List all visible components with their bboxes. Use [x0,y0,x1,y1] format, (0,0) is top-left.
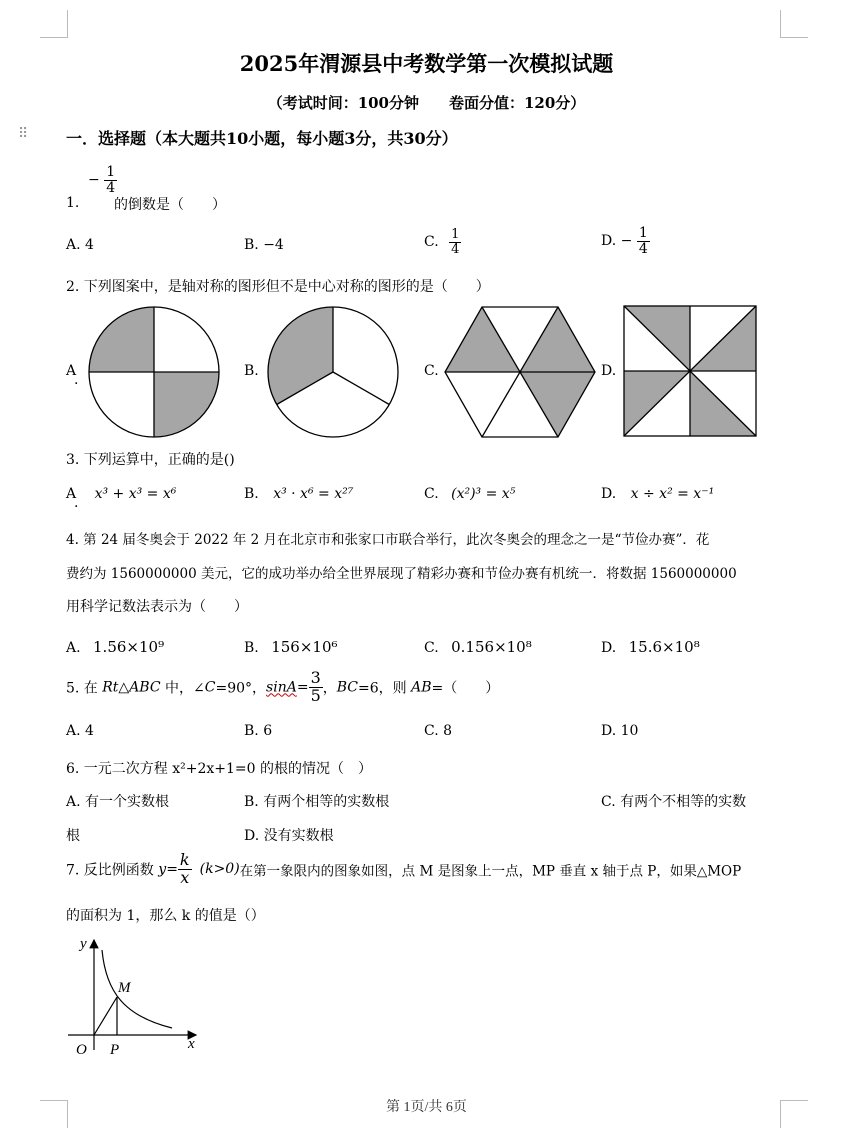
q7-label-m: M [118,980,131,996]
q4-option-a-label: A. [66,640,81,656]
q5-mid1: 中，∠ [160,680,205,697]
q4-option-c-label: C. [424,640,439,656]
q7-label-y: y [80,936,87,952]
q5-frac-den: 5 [310,685,321,705]
q7-line-2: 的面积为 1，那么 k 的值是（） [66,908,265,924]
q7-frac-num: k [179,850,190,869]
q7-prefix: 7. 反比例函数 [66,862,159,879]
q1-option-d-label: D. − [601,233,633,250]
q4-option-a[interactable] [66,638,164,656]
q5-frac [309,670,323,705]
q5-mid4: =6，则 [358,680,412,697]
q4-option-c-expr: 0.156×10⁸ [451,638,532,656]
q2-c-shaded-bottom-right [520,372,595,437]
q2-b-radius-right [333,372,389,405]
q7-segment-om [94,997,117,1035]
corner-mark-top-left [40,10,68,38]
q4-option-b[interactable] [244,638,338,656]
q1-option-d[interactable] [601,226,650,256]
q5-rt: Rt△ABC [102,679,161,696]
q7-stem [66,852,741,887]
q5-frac-num: 3 [310,668,321,687]
q2-option-d-label[interactable]: D. [601,363,617,379]
q2-figure-b-circle-thirds[interactable] [265,305,401,439]
q5-option-a[interactable]: A. 4 [66,723,94,739]
q5-sina: sinA [266,679,297,696]
q3-option-d-label: D. [601,486,617,502]
q2-b-shaded-sector [268,307,333,405]
q6-option-c[interactable]: C. 有两个不相等的实数 [601,794,747,810]
q5-eq: = [296,679,309,696]
q2-option-c-label[interactable]: C. [424,363,439,379]
q2-c-shaded-top-right [520,307,595,372]
q4-option-b-label: B. [244,640,259,656]
q3-option-c-label: C. [424,486,439,502]
q2-a-shaded-quarter-tl [89,307,154,372]
q5-c: C [204,679,216,696]
q3-option-b[interactable] [244,486,353,502]
q1-option-d-num: 1 [638,225,648,241]
q1-option-a[interactable]: A. 4 [66,237,94,253]
q1-number: 1. [66,195,80,211]
q1-option-c-den: 4 [451,241,460,257]
q7-hyperbola-curve [102,950,172,1028]
q2-figure-d-square[interactable] [622,304,758,438]
q3-option-c[interactable] [424,486,515,502]
q4-option-d-expr: 15.6×10⁸ [628,638,700,656]
q7-frac [178,852,192,887]
q7-eq: = [166,861,178,878]
q1-option-c[interactable] [424,228,461,256]
q7-graph [64,932,204,1060]
q4-option-b-expr: 156×10⁶ [271,638,338,656]
q3-option-a-expr: x³ + x³ = x⁶ [94,486,177,502]
q6-option-d[interactable]: D. 没有实数根 [244,828,334,844]
corner-mark-top-right [780,10,808,38]
q7-condition: (k>0) [199,861,240,878]
q6-option-b[interactable]: B. 有两个相等的实数根 [244,794,390,810]
q1-option-c-label: C. [424,234,439,251]
q5-bc: BC [336,679,359,696]
q1-frac-den: 4 [106,179,116,196]
page-subtitle: （考试时间：100分钟 卷面分值：120分） [267,94,586,112]
q6-option-a[interactable]: A. 有一个实数根 [66,794,170,810]
q5-stem [66,670,499,705]
q1-option-c-frac [449,228,461,256]
q7-frac-den: x [180,867,190,887]
page-title: 2025年渭源县中考数学第一次模拟试题 [239,51,614,76]
q2-a-shaded-quarter-br [154,372,219,437]
q3-option-a-dot: . [74,495,79,511]
q1-frac-num: 1 [106,164,116,180]
q4-option-d-label: D. [601,640,617,656]
q1-stem: 的倒数是（ ） [114,197,226,213]
section-heading: 一．选择题（本大题共10小题，每小题3分，共30分） [66,129,458,148]
q2-c-shaded-top-left [445,307,520,372]
q1-option-d-den: 4 [638,240,648,257]
q3-option-a[interactable] [66,486,176,502]
q2-option-a-label[interactable]: A [66,363,77,379]
q2-figure-c-hexagon[interactable] [443,305,597,439]
q1-option-c-num: 1 [451,227,460,242]
q7-text: 在第一象限内的图象如图，点 M 是图象上一点，MP 垂直 x 轴于点 P，如果△MOP [239,863,742,880]
q5-option-b[interactable]: B. 6 [244,723,273,739]
q1-frac-sign: − [88,172,100,189]
q4-line-2: 费约为 1560000000 美元，它的成功举办给全世界展现了精彩办赛和节俭办赛有机统一．将数据 1560000000 [66,566,737,582]
q3-option-c-expr: (x²)³ = x⁵ [451,486,516,502]
q1-option-d-frac [637,226,650,256]
q4-option-d[interactable] [601,638,700,656]
q5-mid3: ， [322,680,337,697]
q3-stem: 3. 下列运算中，正确的是() [66,452,235,468]
q2-option-a-dot: . [74,372,79,388]
q6-stem: 6. 一元二次方程 x²+2x+1=0 的根的情况（ ） [66,761,373,777]
q1-fraction [88,165,117,195]
q1-frac [104,165,117,195]
q1-option-b[interactable]: B. −4 [244,237,284,253]
q3-option-a-label: A [66,486,77,502]
q5-prefix: 5. 在 [66,680,103,697]
q7-label-o: O [76,1042,87,1058]
q7-label-p: P [110,1042,120,1058]
q2-option-b-label[interactable]: B. [244,363,259,379]
q7-label-x: x [188,1036,195,1052]
q3-option-b-expr: x³ · x⁶ = x²⁷ [273,486,354,502]
q3-option-d-expr: x ÷ x² = x⁻¹ [630,486,715,502]
page-footer: 第 1页/共 6页 [386,1100,467,1115]
q2-stem: 2. 下列图案中，是轴对称的图形但不是中心对称的图形的是（ ） [66,279,490,295]
q7-y: y [158,861,167,878]
q5-option-c[interactable]: C. 8 [424,723,453,739]
q5-tail: =（ ） [431,680,500,697]
q5-mid2: =90°， [215,680,267,697]
q4-line-3: 用科学记数法表示为（ ） [66,599,248,615]
q4-option-a-expr: 1.56×10⁹ [93,638,165,656]
q3-option-b-label: B. [244,486,259,502]
q3-option-d[interactable] [601,486,714,502]
q2-figure-a-circle-quarters[interactable] [86,305,222,439]
q5-ab: AB [411,679,432,696]
q4-line-1: 4. 第 24 届冬奥会于 2022 年 2 月在北京市和张家口市联合举行，此次冬奥会的理念之一是“节俭办赛”．花 [66,532,710,548]
q5-option-d[interactable]: D. 10 [601,723,639,739]
drag-handle-icon[interactable]: ⠿ [18,126,27,142]
q6-option-c-continued: 根 [66,828,80,844]
q4-option-c[interactable] [424,638,532,656]
